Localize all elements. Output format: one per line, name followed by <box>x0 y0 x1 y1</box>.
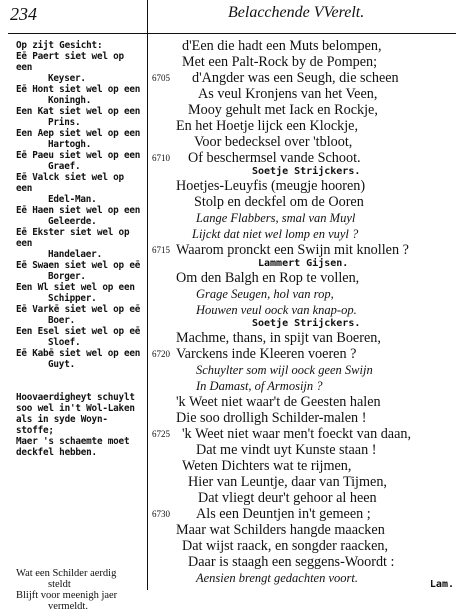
verse-text: Lijckt dat niet wel lomp en vuyl ? <box>192 227 359 241</box>
verse-text: Mooy gehult met Iack en Rockje, <box>188 102 378 118</box>
verse-line <box>152 410 464 426</box>
margin-note-line: soo wel in't Wol-Laken <box>16 403 135 414</box>
margin-note-line: Borger. <box>48 271 86 282</box>
speaker-name <box>152 318 464 330</box>
verse-line <box>152 394 464 410</box>
margin-note-line: vermeldt. <box>48 601 88 612</box>
verse-line <box>152 70 464 86</box>
margin-note-line: Een Wl siet wel op een <box>16 282 135 293</box>
margin-note-line: Schipper. <box>48 293 97 304</box>
speaker-name <box>152 166 464 178</box>
verse-line <box>152 330 464 346</box>
verse-line <box>152 554 464 570</box>
verse-text: Hoetjes-Leuyfis (meugje hooren) <box>176 178 366 194</box>
verse-text: Dat me vindt uyt Kunste staan ! <box>196 442 377 458</box>
verse-text: Soetje Strijckers. <box>252 318 361 329</box>
margin-note-line: Eē Valck siet wel op een <box>16 172 124 194</box>
verse-text: Die soo drolligh Schilder-malen ! <box>176 410 367 426</box>
verse-line <box>152 346 464 362</box>
margin-note-line: Een Esel siet wel op eē <box>16 326 141 337</box>
margin-note-line: Blijft voor meenigh jaer <box>16 590 118 601</box>
verse-line <box>152 302 464 318</box>
margin-note-line: Eē Swaen siet wel op eē <box>16 260 141 271</box>
verse-line <box>152 378 464 394</box>
verse-line <box>152 474 464 490</box>
verse-line <box>152 442 464 458</box>
margin-note-line: Handelaer. <box>48 249 102 260</box>
margin-note-line: Graef. <box>48 161 81 172</box>
margin-note-line: Sloef. <box>48 337 81 348</box>
margin-note-line: Prins. <box>48 117 81 128</box>
line-number: 6730 <box>152 509 170 519</box>
verse-text: Als een Deuntjen in't gemeen ; <box>196 506 371 522</box>
verse-text: Houwen veul oock van knap-op. <box>196 303 357 317</box>
verse-text: Aensien brengt gedachten voort. <box>196 571 358 585</box>
verse-line <box>152 286 464 302</box>
line-number: 6720 <box>152 349 170 359</box>
page-header <box>0 0 468 36</box>
verse-line <box>152 242 464 258</box>
verse-text: In Damast, of Armosijn ? <box>196 379 323 393</box>
verse-line <box>152 210 464 226</box>
margin-note-line: Guyt. <box>48 359 75 370</box>
verse-text: Maar wat Schilders hangde maacken <box>176 522 385 538</box>
margin-note-line: Edel-Man. <box>48 194 97 205</box>
verse-text: Lange Flabbers, smal van Muyl <box>196 211 356 225</box>
header-rule <box>8 33 456 34</box>
verse-line <box>152 38 464 54</box>
verse-line <box>152 506 464 522</box>
verse-line <box>152 522 464 538</box>
margin-note-line: Hoovaerdigheyt schuylt <box>16 392 135 403</box>
column-divider <box>147 0 148 590</box>
margin-note-line: deckfel hebben. <box>16 447 97 458</box>
verse-line <box>152 490 464 506</box>
verse-text: Of beschermsel vande Schoot. <box>188 150 361 166</box>
verse-text: Om den Balgh en Rop te vollen, <box>176 270 360 286</box>
margin-note-line: Hartogh. <box>48 139 92 150</box>
verse-text: Dat vliegt deur't gehoor al heen <box>198 490 377 506</box>
line-number: 6725 <box>152 429 170 439</box>
verse-text: Daar is staagh een seggens-Woordt : <box>188 554 395 570</box>
verse-line <box>152 178 464 194</box>
verse-text: Grage Seugen, hol van rop, <box>196 287 334 301</box>
verse-line <box>152 362 464 378</box>
margin-note-line: Maer 's schaemte moet <box>16 436 130 447</box>
verse-line <box>152 54 464 70</box>
verse-line <box>152 426 464 442</box>
margin-heading: Op zijt Gesicht: <box>16 40 103 51</box>
verse-line <box>152 458 464 474</box>
margin-note-line: Wat een Schilder aerdig <box>16 568 117 579</box>
verse-line <box>152 102 464 118</box>
verse-line <box>152 194 464 210</box>
verse-text: 'k Weet niet waar men't foeckt van daan, <box>182 426 412 442</box>
catchword: Lam. <box>429 579 454 590</box>
verse-text: Hier van Leuntje, daar van Tijmen, <box>188 474 387 490</box>
margin-note-line: Eē Haen siet wel op een <box>16 205 141 216</box>
verse-line <box>152 150 464 166</box>
margin-note-line: Koningh. <box>48 95 92 106</box>
verse-line <box>152 570 464 586</box>
margin-note-line: Keyser. <box>48 73 86 84</box>
verse-column <box>152 38 464 586</box>
verse-line <box>152 226 464 242</box>
verse-line <box>152 270 464 286</box>
margin-note-line: Eē Paeu siet wel op een <box>16 150 141 161</box>
verse-text: Waarom pronckt een Swijn mit knollen ? <box>176 242 409 258</box>
verse-text: Weten Dichters wat te rijmen, <box>182 458 352 474</box>
verse-text: Voor bedecksel over 'tbloot, <box>194 134 353 150</box>
verse-text: d'Een die hadt een Muts belompen, <box>182 38 382 54</box>
verse-line <box>152 134 464 150</box>
margin-note-line: Eē Varkē siet wel op eē <box>16 304 141 315</box>
verse-text: Stolp en deckfel om de Ooren <box>194 194 364 210</box>
margin-note-line: Een Aep siet wel op een <box>16 128 141 139</box>
verse-text: 'k Weet niet waar't de Geesten halen <box>176 394 381 410</box>
verse-text: As veul Kronjens van het Veen, <box>198 86 378 102</box>
margin-note-line: Een Kat siet wel op een <box>16 106 141 117</box>
margin-note-line: steldt <box>48 579 71 590</box>
running-head: Belacchende VVerelt. <box>228 4 365 21</box>
verse-text: Machme, thans, in spijt van Boeren, <box>176 330 381 346</box>
speaker-name <box>152 258 464 270</box>
line-number: 6710 <box>152 153 170 163</box>
verse-line <box>152 538 464 554</box>
margin-note-line: Eē Paert siet wel op een <box>16 51 124 73</box>
page-number: 234 <box>10 4 37 24</box>
verse-line <box>152 86 464 102</box>
verse-text: Schuylter som wijl oock geen Swijn <box>196 363 373 377</box>
margin-note-line: Boer. <box>48 315 75 326</box>
margin-note-line: als in syde Woyn-stoffe; <box>16 414 108 436</box>
verse-text: Dat wijst raack, en songder raacken, <box>182 538 389 554</box>
verse-text: d'Angder was een Seugh, die scheen <box>192 70 399 86</box>
line-number: 6705 <box>152 73 170 83</box>
verse-text: Met een Palt-Rock by de Pompen; <box>182 54 378 70</box>
margin-note-line: Geleerde. <box>48 216 97 227</box>
margin-note-line: Eē Ekster siet wel op een <box>16 227 130 249</box>
verse-text: En het Hoetje lijck een Klockje, <box>176 118 359 134</box>
verse-text: Soetje Strijckers. <box>252 166 361 177</box>
margin-note-line: Eē Hont siet wel op een <box>16 84 141 95</box>
verse-line <box>152 118 464 134</box>
margin-note-line: Eē Kabē siet wel op een <box>16 348 141 359</box>
line-number: 6715 <box>152 245 170 255</box>
verse-text: Varckens inde Kleeren voeren ? <box>176 346 357 362</box>
margin-notes <box>16 40 144 612</box>
verse-text: Lammert Gijsen. <box>258 258 349 269</box>
